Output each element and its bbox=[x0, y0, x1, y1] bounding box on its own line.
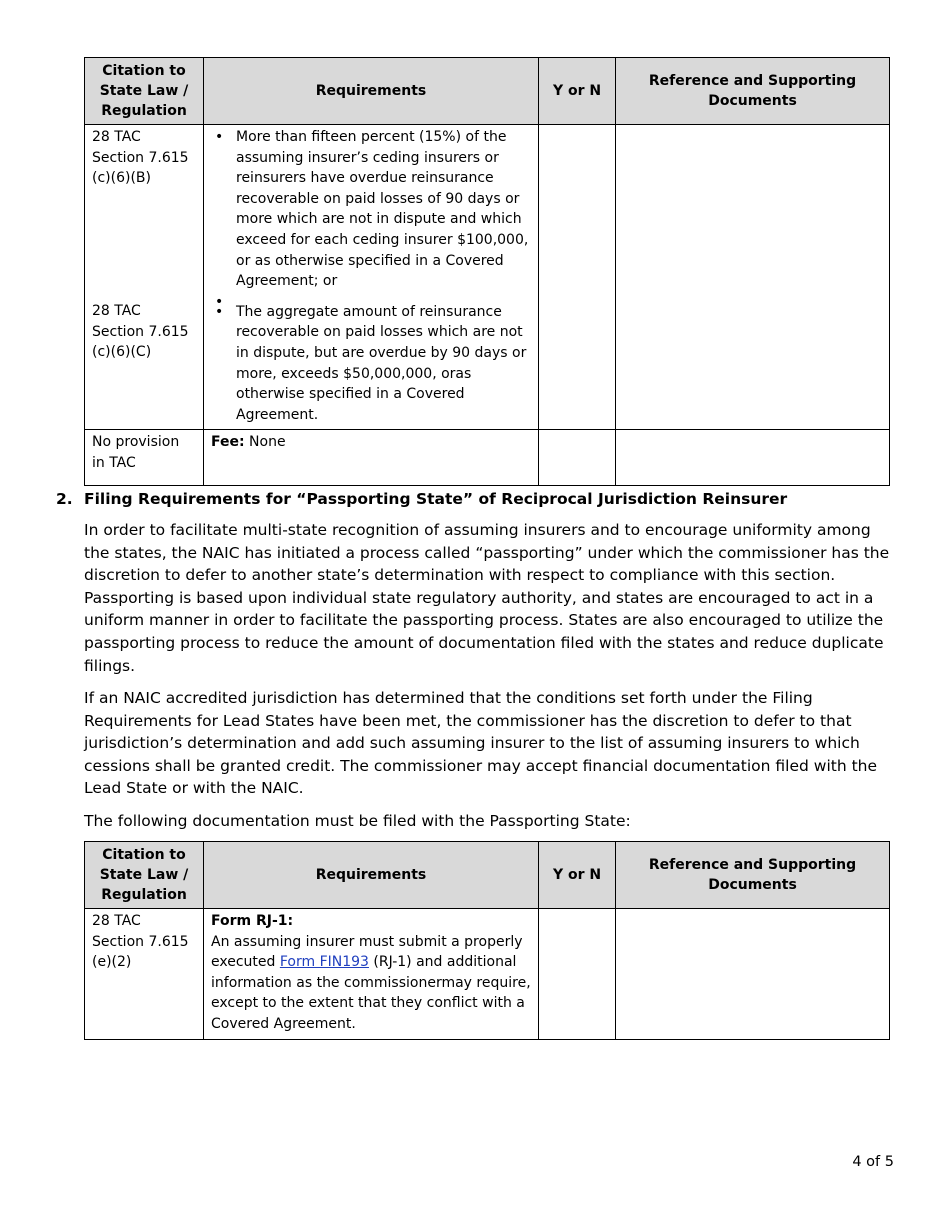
requirements-table-1 bbox=[84, 57, 890, 486]
header-requirements: Requirements bbox=[204, 58, 539, 125]
requirements-table-2 bbox=[84, 841, 890, 1040]
table-row bbox=[85, 125, 890, 430]
citation-text: 28 TAC Section 7.615 (c)(6)(C) bbox=[92, 303, 189, 361]
table-header-row bbox=[85, 842, 890, 909]
header-citation: Citation to State Law / Regulation bbox=[85, 842, 204, 909]
form-title: Form RJ-1: bbox=[211, 913, 294, 929]
citation-cell: No provision in TAC bbox=[85, 430, 204, 486]
header-reference: Reference and Supporting Documents bbox=[616, 842, 890, 909]
reference-cell[interactable] bbox=[616, 909, 890, 1040]
section-title: Filing Requirements for “Passporting State” of Reciprocal Jurisdiction Reinsurer bbox=[84, 490, 788, 508]
table-header-row bbox=[85, 58, 890, 125]
header-y-or-n: Y or N bbox=[539, 58, 616, 125]
y-or-n-cell[interactable] bbox=[539, 430, 616, 486]
header-citation: Citation to State Law / Regulation bbox=[85, 58, 204, 125]
header-y-or-n: Y or N bbox=[539, 842, 616, 909]
paragraph-passporting-intro: In order to facilitate multi-state recognition of assuming insurers and to encourage uniformity among the states, the NAIC has initiated a process called “passporting” under which the commissioner has the discretion to defer to another state’s determination with respect to compliance with this section. Passporting is based upon individual state regulatory authority, and states are encouraged to act in a uniform manner in order to facilitate the passporting process. States are also encouraged to utilize the passporting process to reduce the amount of documentation filed with the states and reduce duplicate filings. bbox=[84, 521, 890, 675]
page-number: 4 of 5 bbox=[852, 1154, 894, 1170]
requirements-list bbox=[211, 127, 531, 425]
list-item: • More than fifteen percent (15%) of the assuming insurer’s ceding insurers or reinsurers have overdue reinsurance recoverable on paid losses of 90 days or more which are not in dispute and which exceed for each ceding insurer $100,000, or as otherwise specified in a Covered Agreement; or bbox=[211, 127, 531, 292]
paragraph-documentation: The following documentation must be filed with the Passporting State: bbox=[84, 812, 631, 830]
citation-cell: 28 TAC Section 7.615 (e)(2) bbox=[85, 909, 204, 1040]
form-fin193-link[interactable]: Form FIN193 bbox=[279, 954, 369, 971]
section-number: 2. bbox=[56, 490, 73, 508]
list-item: • The aggregate amount of reinsurance recoverable on paid losses which are not in dispute, but are overdue by 90 days or more, exceeds $50,000,000, oras otherwise specified in a Covered Agreement. bbox=[211, 302, 531, 426]
requirements-cell bbox=[204, 125, 539, 430]
table-row bbox=[85, 909, 890, 1040]
y-or-n-cell[interactable] bbox=[539, 125, 616, 430]
reference-cell[interactable] bbox=[616, 430, 890, 486]
citation-cell bbox=[85, 125, 204, 430]
y-or-n-cell[interactable] bbox=[539, 909, 616, 1040]
requirements-cell bbox=[204, 430, 539, 486]
reference-cell[interactable] bbox=[616, 125, 890, 430]
header-requirements: Requirements bbox=[204, 842, 539, 909]
requirements-cell bbox=[204, 909, 539, 1040]
form-description: An assuming insurer must submit a properly executed Form FIN193 (RJ-1) and additional information as the commissionermay require, except to the extent that they conflict with a Covered Agreement. bbox=[211, 933, 531, 1032]
citation-text: 28 TAC Section 7.615 (c)(6)(B) bbox=[92, 129, 189, 187]
fee-value: None bbox=[249, 434, 286, 451]
fee-label: Fee: bbox=[211, 434, 245, 451]
table-row bbox=[85, 430, 890, 486]
paragraph-accredited-jurisdiction: If an NAIC accredited jurisdiction has determined that the conditions set forth under the Filing Requirements for Lead States have been met, the commissioner has the discretion to defer to that jurisdiction’s determination and add such assuming insurer to the list of assuming insurers to which cessions shall be granted credit. The commissioner may accept financial documentation filed with the Lead State or with the NAIC. bbox=[84, 689, 878, 798]
header-reference: Reference and Supporting Documents bbox=[616, 58, 890, 125]
